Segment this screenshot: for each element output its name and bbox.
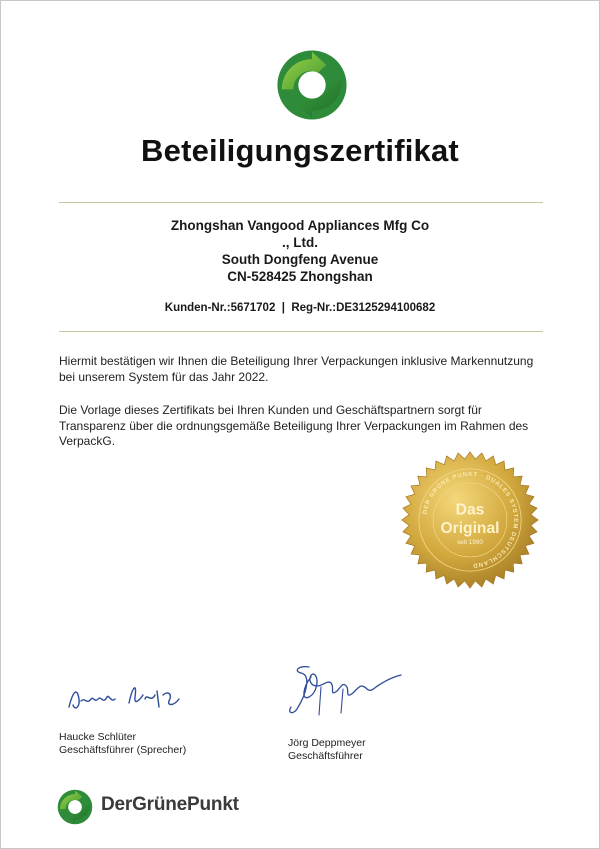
signatory-2	[288, 737, 366, 763]
signatory-2-name: Jörg Deppmeyer	[288, 737, 366, 749]
company-city: CN-528425 Zhongshan	[227, 269, 373, 284]
signatory-1-role: Geschäftsführer (Sprecher)	[59, 744, 187, 756]
customer-number: 5671702	[230, 302, 276, 314]
certificate-title: Beteiligungszertifikat	[141, 133, 459, 168]
divider-bottom	[59, 331, 543, 332]
confirmation-paragraph: Hiermit bestätigen wir Ihnen die Beteiligung Ihrer Verpackungen inklusive Markennutzung bei unserem System für das Jahr 2022.	[59, 354, 534, 384]
seal-line2: Original	[440, 519, 500, 537]
signatory-1-name: Haucke Schlüter	[59, 731, 137, 743]
company-address	[1, 217, 599, 285]
divider-top	[59, 202, 543, 203]
number-separator: |	[281, 302, 285, 314]
registration-number: DE3125294100682	[336, 302, 436, 314]
brand-logo-icon	[57, 789, 93, 825]
seal-line3: seit 1990	[457, 539, 483, 547]
company-street: South Dongfeng Avenue	[221, 252, 379, 267]
registration-label: Reg-Nr.:	[291, 302, 337, 314]
signature-schlueter-icon	[63, 677, 193, 721]
gruener-punkt-logo-icon	[276, 49, 348, 121]
brand-name: DerGrünePunkt	[101, 794, 239, 815]
seal-ring-text: DER GRÜNE PUNKT · DUALES SYSTEM DEUTSCHLAND	[422, 471, 519, 569]
transparency-paragraph: Die Vorlage dieses Zertifikats bei Ihren Kunden und Geschäftspartnern sorgt für Transparenz über die ordnungsgemäße Beteiligung Ihrer Verpackungen im Rahmen des VerpackG.	[59, 403, 529, 448]
signatory-2-role: Geschäftsführer	[288, 750, 363, 762]
signature-deppmeyer-icon	[281, 657, 411, 727]
company-name-line2: ., Ltd.	[282, 235, 318, 250]
seal-line1: Das	[455, 501, 485, 519]
reference-numbers	[1, 302, 599, 314]
customer-number-label: Kunden-Nr.:	[164, 302, 231, 314]
das-original-seal-icon	[399, 449, 541, 591]
signatory-1	[59, 731, 186, 757]
company-name-line1: Zhongshan Vangood Appliances Mfg Co	[170, 218, 430, 233]
